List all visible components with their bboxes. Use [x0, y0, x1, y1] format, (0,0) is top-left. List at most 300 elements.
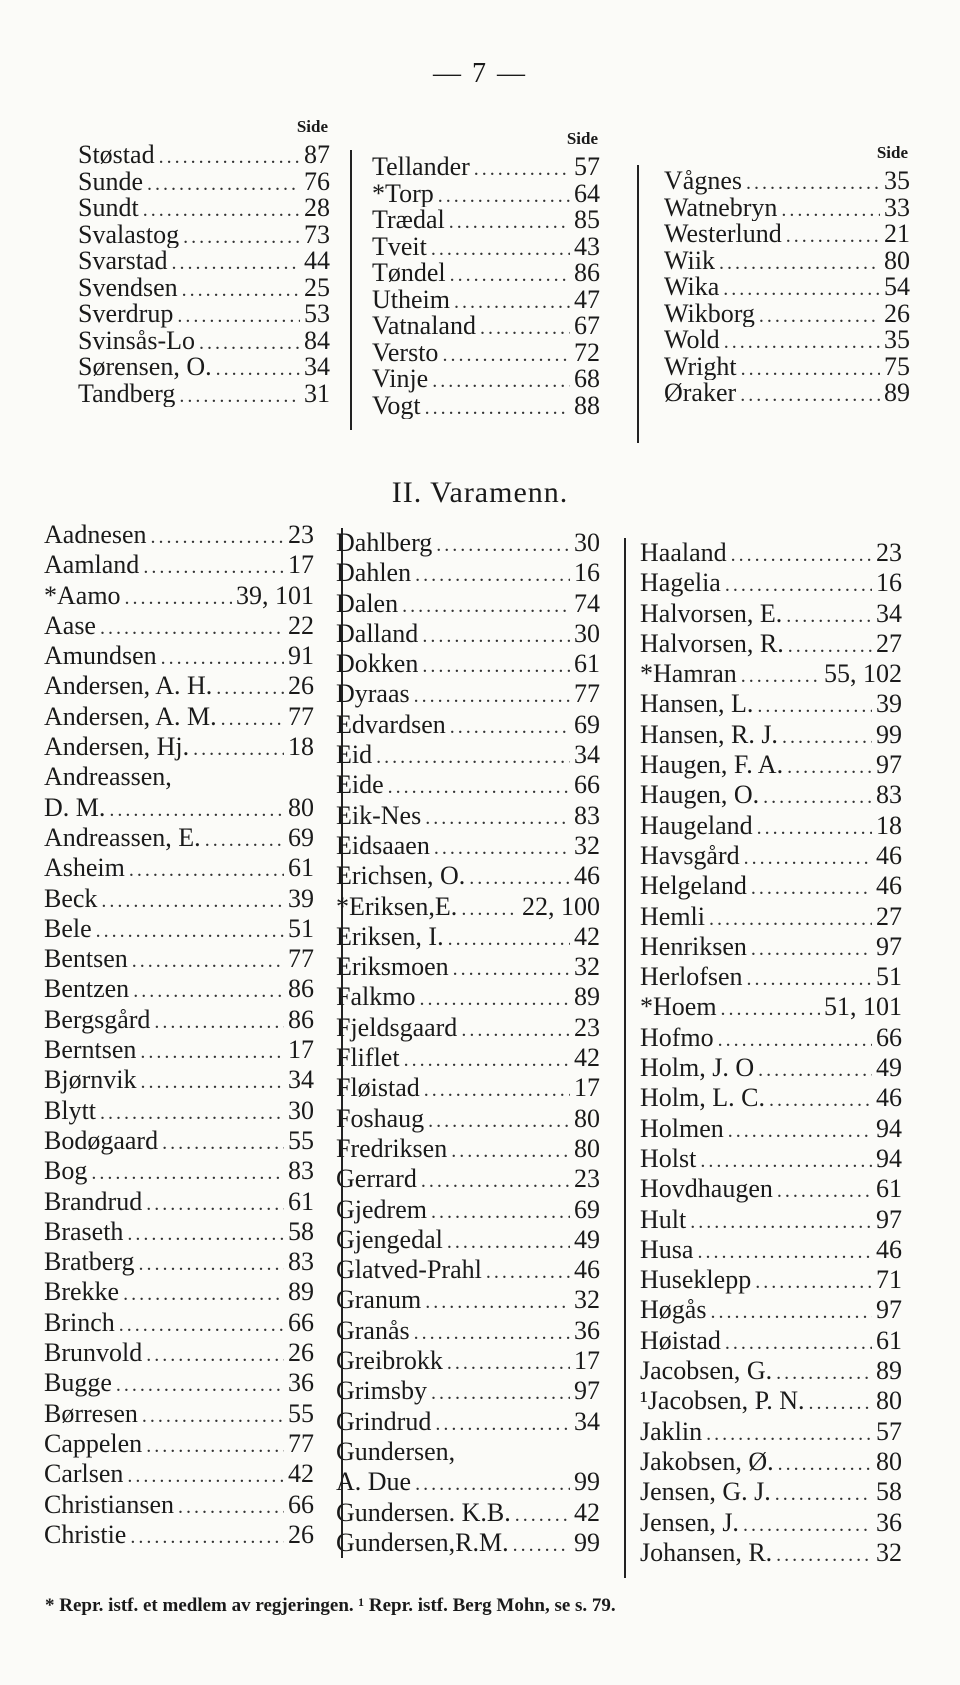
entry-page: 80: [876, 1446, 902, 1476]
entry-name: Brandrud: [44, 1186, 143, 1216]
index-entry: [336, 1407, 600, 1437]
index-entry: [44, 702, 314, 732]
entry-page: 34: [574, 1406, 600, 1436]
index-entry: [640, 1508, 902, 1538]
leader-dots: [205, 825, 284, 853]
entry-page: 42: [574, 1043, 600, 1073]
leader-dots: [758, 1055, 872, 1083]
index-entry: [336, 952, 600, 982]
entry-page: 94: [876, 1143, 902, 1173]
index-entry: [372, 366, 600, 393]
leader-dots: [140, 1067, 284, 1095]
leader-dots: [469, 863, 570, 891]
leader-dots: [143, 552, 284, 580]
entry-name: Eriksmoen: [336, 952, 449, 982]
entry-name: Andersen, A. H.: [44, 671, 213, 701]
index-entry: [640, 1477, 902, 1507]
index-entry: [336, 1255, 600, 1285]
entry-name: Gjengedal: [336, 1224, 443, 1254]
entry-page: 58: [288, 1216, 314, 1246]
entry-name: Tøndel: [372, 260, 446, 287]
leader-dots: [723, 276, 880, 301]
entry-name: Hemli: [640, 901, 705, 931]
index-entry: [44, 823, 314, 853]
leader-dots: [130, 1522, 284, 1550]
entry-page: 46: [574, 1255, 600, 1285]
entry-page: 22, 100: [522, 891, 600, 921]
index-entry: [640, 1083, 902, 1113]
entry-name: Wold: [664, 327, 720, 354]
entry-name: Beck: [44, 883, 98, 913]
index-entry: [372, 181, 600, 208]
leader-dots: [146, 1340, 284, 1368]
leader-dots: [450, 712, 570, 740]
entry-name: Braseth: [44, 1216, 124, 1246]
entry-name: Grimsby: [336, 1376, 427, 1406]
index-entry: [336, 831, 600, 861]
leader-dots: [216, 356, 300, 381]
leader-dots: [449, 209, 570, 234]
entry-page: 25: [304, 274, 330, 301]
page-number: — 7 —: [433, 58, 527, 89]
entry-page: 97: [876, 750, 902, 780]
index-entry: [640, 1538, 902, 1568]
entry-page: 66: [876, 1022, 902, 1052]
index-entry: [336, 589, 600, 619]
leader-dots: [747, 964, 872, 992]
entry-page: 32: [574, 952, 600, 982]
entry-page: 88: [574, 392, 600, 419]
index-entry: [336, 558, 600, 588]
leader-dots: [513, 1530, 570, 1558]
leader-dots: [442, 342, 570, 367]
leader-dots: [415, 560, 570, 588]
leader-dots: [431, 1378, 570, 1406]
entry-name: Bratberg: [44, 1247, 135, 1277]
index-entry: [44, 1277, 314, 1307]
entry-page: 17: [288, 1035, 314, 1065]
leader-dots: [721, 994, 820, 1022]
index-entry: [336, 649, 600, 679]
entry-page: 77: [288, 944, 314, 974]
entry-name: Grindrud: [336, 1406, 432, 1436]
entry-name: Eik-Nes: [336, 800, 422, 830]
entry-name: *Aamo: [44, 580, 121, 610]
leader-dots: [757, 691, 872, 719]
entry-name: Tveit: [372, 233, 427, 260]
leader-dots: [769, 1085, 872, 1113]
index-entry: [44, 520, 314, 550]
entry-page: 77: [288, 1428, 314, 1458]
index-entry: [336, 1346, 600, 1376]
index-entry: [664, 274, 910, 301]
entry-name: Haugen, F. A.: [640, 750, 784, 780]
entry-name: Aadnesen: [44, 520, 147, 549]
column-divider: [624, 538, 626, 1578]
entry-page: 26: [288, 1338, 314, 1368]
entry-name: Jacobsen, G.: [640, 1356, 773, 1386]
entry-page: 46: [574, 861, 600, 891]
index-column-3: [664, 138, 910, 407]
leader-dots: [159, 144, 300, 169]
index-column-1: [78, 112, 330, 407]
entry-name: Versto: [372, 339, 439, 366]
leader-dots: [782, 722, 872, 750]
section-title: II. Varamenn.: [391, 476, 569, 509]
entry-name: Fjeldsgaard: [336, 1012, 458, 1042]
index-entry: [640, 1235, 902, 1265]
entry-page: 42: [288, 1459, 314, 1489]
index-entry: [44, 1217, 314, 1247]
entry-page: 23: [288, 520, 314, 549]
index-entry: [44, 1035, 314, 1065]
leader-dots: [422, 621, 570, 649]
leader-dots: [515, 1500, 570, 1528]
index-entry: [664, 354, 910, 381]
entry-page: 83: [876, 780, 902, 810]
leader-dots: [193, 734, 284, 762]
entry-name: *Eriksen,E.: [336, 891, 458, 921]
entry-page: 42: [574, 921, 600, 951]
entry-name: Amundsen: [44, 641, 157, 671]
entry-page: 80: [288, 792, 314, 822]
index-entry: [372, 340, 600, 367]
entry-page: 35: [884, 327, 910, 354]
entry-page: 46: [876, 1083, 902, 1113]
index-entry: [336, 619, 600, 649]
leader-dots: [777, 1176, 872, 1204]
entry-page: 55: [288, 1125, 314, 1155]
entry-page: 69: [574, 1194, 600, 1224]
entry-name: Halvorsen, E.: [640, 598, 783, 628]
entry-name: Vogt: [372, 392, 421, 419]
entry-name: Greibrokk: [336, 1346, 443, 1376]
entry-page: 46: [876, 1234, 902, 1264]
entry-page: 17: [288, 550, 314, 580]
leader-dots: [425, 803, 570, 831]
index-entry: [44, 1187, 314, 1217]
entry-page: 26: [884, 300, 910, 327]
entry-page: 34: [288, 1065, 314, 1095]
leader-dots: [123, 1279, 284, 1307]
entry-name: Sundt: [78, 195, 139, 222]
leader-dots: [725, 570, 872, 598]
index-entry: [78, 275, 330, 302]
entry-page: 69: [574, 709, 600, 739]
index-entry: [640, 1417, 902, 1447]
leader-dots: [376, 742, 570, 770]
index-entry: [664, 195, 910, 222]
leader-dots: [480, 315, 570, 340]
entry-page: 34: [304, 354, 330, 381]
entry-name: Aamland: [44, 550, 140, 580]
entry-name: Andersen, Hj.: [44, 732, 190, 762]
entry-name: Vågnes: [664, 168, 742, 195]
entry-name: Utheim: [372, 286, 450, 313]
leader-dots: [725, 1328, 872, 1356]
entry-page: 36: [574, 1315, 600, 1345]
entry-name: A. Due: [336, 1467, 412, 1497]
entry-name: Dalen: [336, 588, 399, 618]
entry-page: 28: [304, 195, 330, 222]
entry-page: 83: [574, 800, 600, 830]
entry-name: Dahlberg: [336, 528, 433, 557]
index-entry: [44, 1065, 314, 1095]
entry-page: 76: [304, 168, 330, 195]
entry-page: 21: [884, 221, 910, 248]
leader-dots: [786, 601, 872, 629]
leader-dots: [461, 1015, 570, 1043]
entry-page: 23: [574, 1012, 600, 1042]
entry-page: 61: [288, 853, 314, 883]
entry-page: 86: [288, 1004, 314, 1034]
entry-name: Edvardsen: [336, 709, 446, 739]
index-entry: [640, 1386, 902, 1416]
leader-dots: [161, 643, 284, 671]
entry-name: Svinsås-Lo: [78, 327, 195, 354]
index-entry: [640, 629, 902, 659]
leader-dots: [740, 382, 880, 407]
entry-page: 49: [574, 1224, 600, 1254]
leader-dots: [746, 170, 880, 195]
entry-name: Bentzen: [44, 974, 130, 1004]
entry-page: 71: [876, 1265, 902, 1295]
index-entry: [640, 1447, 902, 1477]
entry-name: Sverdrup: [78, 301, 174, 328]
entry-name: Eide: [336, 770, 384, 800]
leader-dots: [454, 289, 570, 314]
entry-name: Hovdhaugen: [640, 1174, 773, 1204]
entry-page: 18: [876, 810, 902, 840]
entry-page: 97: [876, 1204, 902, 1234]
entry-name: Tandberg: [78, 380, 176, 407]
entry-page: 39: [288, 883, 314, 913]
index-entry: [44, 884, 314, 914]
entry-page: 97: [876, 1295, 902, 1325]
entry-page: 34: [574, 740, 600, 770]
entry-page: 36: [876, 1507, 902, 1537]
entry-name: Henriksen: [640, 931, 747, 961]
entry-page: 75: [884, 353, 910, 380]
entry-name: Cappelen: [44, 1428, 143, 1458]
entry-page: 31: [304, 380, 330, 407]
entry-name: Vatnaland: [372, 313, 476, 340]
index-entry: [44, 1459, 314, 1489]
index-entry: [78, 248, 330, 275]
entry-name: Brekke: [44, 1277, 120, 1307]
index-entry: [78, 381, 330, 408]
leader-dots: [690, 1207, 872, 1235]
index-entry: [44, 550, 314, 580]
leader-dots: [415, 1469, 570, 1497]
entry-page: 87: [304, 142, 330, 169]
entry-page: 23: [876, 538, 902, 567]
entry-name: Foshaug: [336, 1103, 425, 1133]
entry-name: Wiik: [664, 247, 715, 274]
leader-dots: [435, 1409, 570, 1437]
leader-dots: [450, 262, 570, 287]
entry-name: Falkmo: [336, 982, 416, 1012]
entry-name: Havsgård: [640, 840, 740, 870]
leader-dots: [447, 1348, 570, 1376]
entry-name: Holm, J. O: [640, 1053, 755, 1083]
entry-name: Holmen: [640, 1113, 724, 1143]
entry-name: Gundersen. K.B.: [336, 1497, 511, 1527]
entry-page: 68: [574, 366, 600, 393]
entry-name: Eriksen, I.: [336, 921, 444, 951]
entry-name: *Hoem: [640, 992, 717, 1022]
entry-name: Johansen, R.: [640, 1537, 773, 1567]
index-entry: [372, 287, 600, 314]
entry-page: 27: [876, 901, 902, 931]
index-entry: [336, 982, 600, 1012]
leader-dots: [147, 171, 300, 196]
entry-page: 61: [876, 1325, 902, 1355]
index-entry: [78, 301, 330, 328]
entry-page: 30: [574, 528, 600, 557]
entry-name: Svalastog: [78, 221, 180, 248]
index-entry: [336, 1528, 600, 1558]
entry-page: 74: [574, 588, 600, 618]
leader-dots: [700, 1146, 872, 1174]
index-entry: [640, 599, 902, 629]
leader-dots: [216, 673, 284, 701]
column-header: Side: [296, 117, 328, 136]
entry-page: 39, 101: [236, 580, 314, 610]
leader-dots: [142, 1401, 284, 1429]
index-entry: [44, 1399, 314, 1429]
leader-dots: [178, 1492, 284, 1520]
leader-dots: [724, 329, 880, 354]
entry-page: 91: [288, 641, 314, 671]
leader-dots: [402, 591, 570, 619]
leader-dots: [162, 1128, 284, 1156]
entry-page: 69: [288, 822, 314, 852]
entry-page: 54: [884, 274, 910, 301]
index-entry: [336, 1467, 600, 1497]
leader-dots: [151, 522, 284, 550]
entry-name: Sørensen, O.: [78, 354, 212, 381]
entry-page: 16: [876, 568, 902, 598]
leader-dots: [706, 1419, 872, 1447]
leader-dots: [755, 1267, 872, 1295]
index-entry: [640, 1356, 902, 1386]
index-entry: [44, 641, 314, 671]
entry-page: 84: [304, 327, 330, 354]
entry-page: 51, 101: [824, 992, 902, 1022]
index-entry: [640, 720, 902, 750]
leader-dots: [486, 1257, 570, 1285]
entry-name: Sunde: [78, 168, 143, 195]
index-entry: [664, 301, 910, 328]
entry-name: Høgås: [640, 1295, 707, 1325]
leader-dots: [731, 540, 872, 568]
index-entry: [44, 1338, 314, 1368]
leader-dots: [100, 1098, 284, 1126]
entry-name: Helgeland: [640, 871, 747, 901]
entry-page: 80: [574, 1103, 600, 1133]
leader-dots: [809, 1388, 872, 1416]
entry-name: Hofmo: [640, 1022, 714, 1052]
leader-dots: [172, 250, 300, 275]
index-entry: [640, 871, 902, 901]
entry-page: 66: [288, 1489, 314, 1519]
index-entry: [78, 142, 330, 169]
entry-page: 33: [884, 194, 910, 221]
entry-page: 66: [288, 1307, 314, 1337]
entry-page: 57: [876, 1416, 902, 1446]
leader-dots: [404, 1045, 570, 1073]
entry-name: Dahlen: [336, 558, 412, 588]
index-entry: [640, 659, 902, 689]
index-entry: [44, 1096, 314, 1126]
leader-dots: [154, 1007, 284, 1035]
entry-page: 99: [876, 719, 902, 749]
leader-dots: [425, 395, 570, 420]
entry-page: 39: [876, 689, 902, 719]
entry-page: 51: [288, 913, 314, 943]
index-entry: [664, 221, 910, 248]
index-entry: [336, 710, 600, 740]
index-entry: [336, 1104, 600, 1134]
entry-name: Halvorsen, R.: [640, 628, 784, 658]
index-entry: [78, 195, 330, 222]
leader-dots: [183, 224, 300, 249]
leader-dots: [116, 1370, 284, 1398]
entry-page: 57: [574, 154, 600, 181]
index-entry: [640, 811, 902, 841]
entry-page: 77: [574, 679, 600, 709]
entry-name: Asheim: [44, 853, 125, 883]
leader-dots: [751, 873, 872, 901]
entry-page: 43: [574, 233, 600, 260]
leader-dots: [788, 631, 872, 659]
column-divider: [637, 165, 639, 443]
leader-dots: [129, 855, 284, 883]
index-entry: [640, 1265, 902, 1295]
entry-name: Holst: [640, 1143, 697, 1173]
footnote: * Repr. istf. et medlem av regjeringen. ¹ Repr. istf. Berg Mohn, se s. 79.: [45, 1595, 616, 1616]
index-entry: [336, 1285, 600, 1315]
entry-name: Blytt: [44, 1095, 97, 1125]
leader-dots: [709, 904, 872, 932]
entry-name: Christiansen: [44, 1489, 174, 1519]
leader-dots: [146, 1431, 284, 1459]
leader-dots: [143, 197, 300, 222]
entry-page: 32: [574, 830, 600, 860]
index-entry: [336, 1013, 600, 1043]
leader-dots: [697, 1237, 872, 1265]
entry-page: 86: [288, 974, 314, 1004]
index-entry: [664, 380, 910, 407]
index-entry: [44, 611, 314, 641]
entry-name: Westerlund: [664, 221, 782, 248]
entry-page: 89: [876, 1356, 902, 1386]
entry-page: 47: [574, 286, 600, 313]
index-entry: [44, 793, 314, 823]
leader-dots: [109, 795, 284, 823]
entry-name: Bele: [44, 913, 92, 943]
index-entry: [336, 770, 600, 800]
entry-name: *Torp: [372, 180, 434, 207]
leader-dots: [139, 1249, 285, 1277]
index-entry: [640, 932, 902, 962]
entry-page: 97: [876, 931, 902, 961]
entry-page: 97: [574, 1376, 600, 1406]
leader-dots: [424, 1075, 570, 1103]
entry-name: Svarstad: [78, 248, 168, 275]
entry-name: Haaland: [640, 538, 727, 567]
